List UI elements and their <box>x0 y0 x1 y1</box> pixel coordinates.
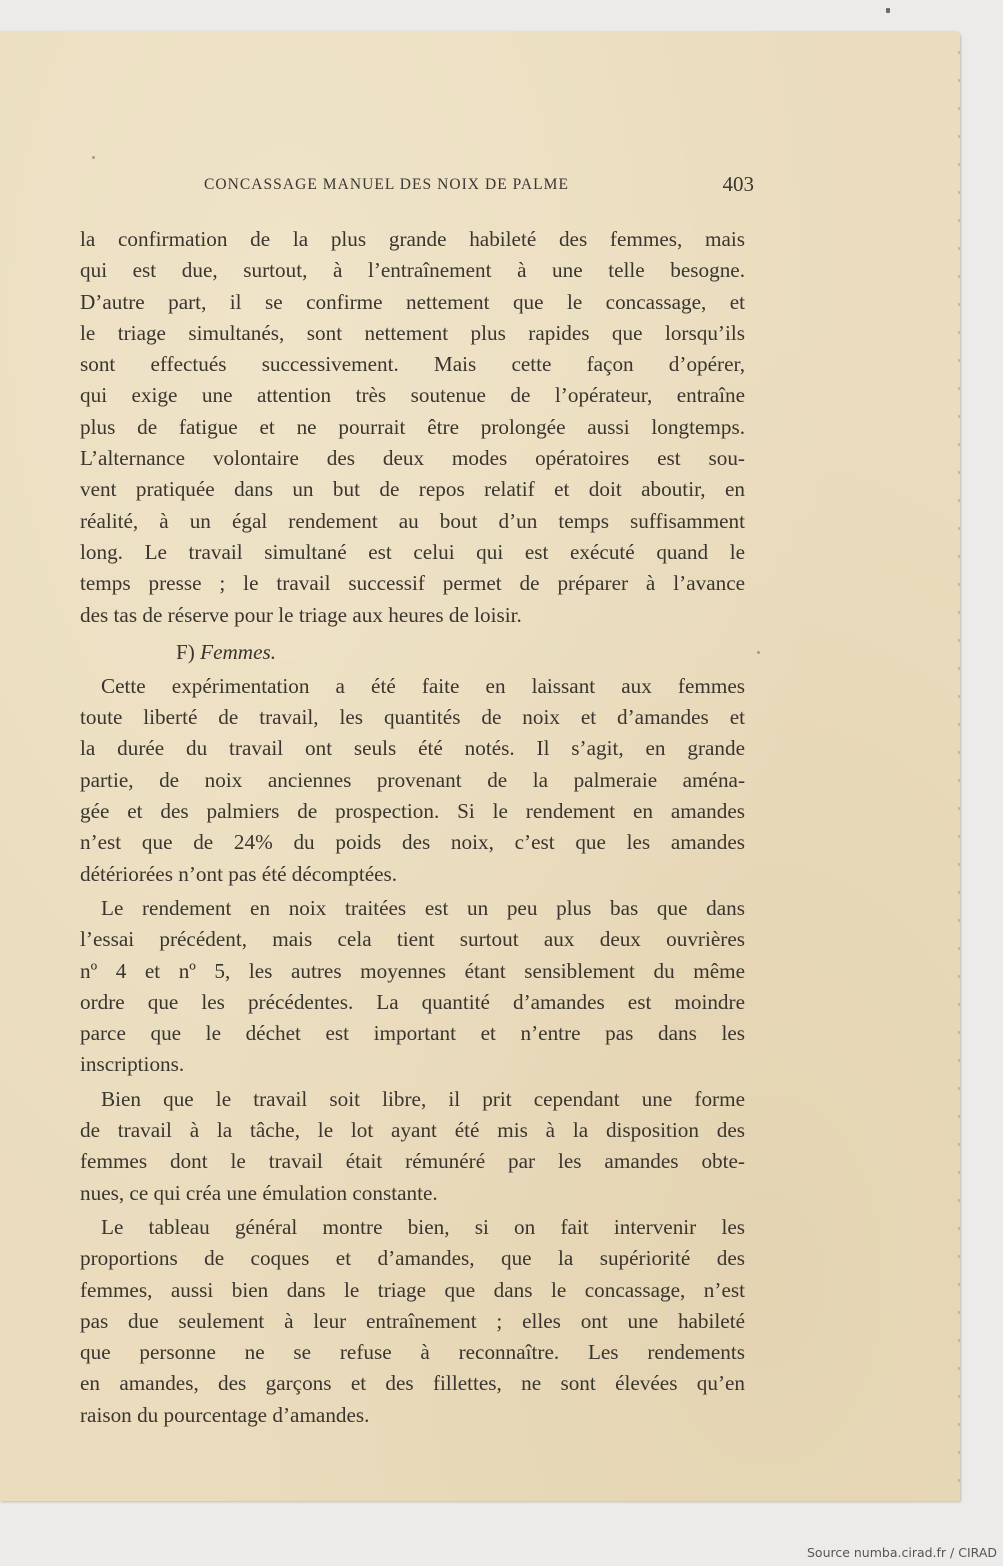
text-line: inscriptions. <box>80 1052 185 1077</box>
paragraph <box>80 893 745 1081</box>
paragraph <box>80 671 745 890</box>
text-line: que personne ne se refuse à reconnaître. Les rendements <box>80 1340 745 1365</box>
text-line: gée et des palmiers de prospection. Si le rendement en amandes <box>80 799 745 824</box>
text-line: n’est que de 24% du poids des noix, c’est que les amandes <box>80 830 745 855</box>
text-line: Le tableau général montre bien, si on fait intervenir les <box>101 1214 745 1239</box>
text-line: nues, ce qui créa une émulation constante. <box>80 1180 438 1205</box>
text-line: parce que le déchet est important et n’entre pas dans les <box>80 1021 745 1046</box>
section-label: F) <box>176 639 195 664</box>
text-line: femmes dont le travail était rémunéré par les amandes obte- <box>80 1149 745 1174</box>
text-line: proportions de coques et d’amandes, que la supériorité des <box>80 1246 745 1271</box>
running-title: CONCASSAGE MANUEL DES NOIX DE PALME <box>204 176 569 193</box>
text-line: qui exige une attention très soutenue de l’opérateur, entraîne <box>80 383 745 408</box>
text-line: femmes, aussi bien dans le triage que dans le concassage, n’est <box>80 1277 745 1302</box>
paragraph <box>80 1084 745 1209</box>
text-line: des tas de réserve pour le triage aux heures de loisir. <box>80 602 522 627</box>
paper-speck <box>92 156 95 159</box>
text-line: plus de fatigue et ne pourrait être prolongée aussi longtemps. <box>80 414 745 439</box>
text-line: l’essai précédent, mais cela tient surtout aux deux ouvrières <box>80 927 745 952</box>
text-line: temps presse ; le travail successif permet de préparer à l’avance <box>80 571 745 596</box>
text-line: le triage simultanés, sont nettement plus rapides que lorsqu’ils <box>80 320 745 345</box>
text-line: qui est due, surtout, à l’entraînement à une telle besogne. <box>80 258 745 283</box>
text-line: ordre que les précédentes. La quantité d’amandes est moindre <box>80 989 745 1014</box>
text-line: détériorées n’ont pas été décomptées. <box>80 861 398 886</box>
text-line: réalité, à un égal rendement au bout d’un temps suffisamment <box>80 508 745 533</box>
text-line: en amandes, des garçons et des fillettes, ne sont élevées qu’en <box>80 1371 745 1396</box>
text-line: partie, de noix anciennes provenant de la palmeraie aména- <box>80 767 745 792</box>
text-line: Cette expérimentation a été faite en laissant aux femmes <box>101 673 745 698</box>
text-line: sont effectués successivement. Mais cette façon d’opérer, <box>80 352 745 377</box>
section-heading <box>80 637 745 671</box>
text-line: pas due seulement à leur entraînement ; elles ont une habileté <box>80 1308 745 1333</box>
source-credit: Source numba.cirad.fr / CIRAD <box>806 1545 997 1560</box>
text-line: nº 4 et nº 5, les autres moyennes étant sensiblement du même <box>80 958 745 983</box>
text-line: vent pratiquée dans un but de repos relatif et doit aboutir, en <box>80 477 745 502</box>
running-header <box>204 172 756 200</box>
paragraph <box>80 224 745 631</box>
paragraph <box>80 1212 745 1431</box>
text-line: de travail à la tâche, le lot ayant été mis à la disposition des <box>80 1118 745 1143</box>
text-line: la confirmation de la plus grande habileté des femmes, mais <box>80 227 745 251</box>
text-line: toute liberté de travail, les quantités de noix et d’amandes et <box>80 705 745 730</box>
section-title: Femmes. <box>200 639 277 664</box>
text-line: la durée du travail ont seuls été notés. Il s’agit, en grande <box>80 736 745 761</box>
scan-speck <box>886 8 890 13</box>
page-number: 403 <box>722 172 754 196</box>
text-line: D’autre part, il se confirme nettement que le concassage, et <box>80 289 745 314</box>
text-line: Le rendement en noix traitées est un peu plus bas que dans <box>101 895 745 920</box>
text-line: long. Le travail simultané est celui qui est exécuté quand le <box>80 539 745 564</box>
text-line: L’alternance volontaire des deux modes opératoires est sou- <box>80 446 745 471</box>
body-text <box>80 224 745 1434</box>
text-line: raison du pourcentage d’amandes. <box>80 1402 370 1427</box>
text-line: Bien que le travail soit libre, il prit cependant une forme <box>101 1086 745 1111</box>
paper-speck <box>757 651 760 654</box>
